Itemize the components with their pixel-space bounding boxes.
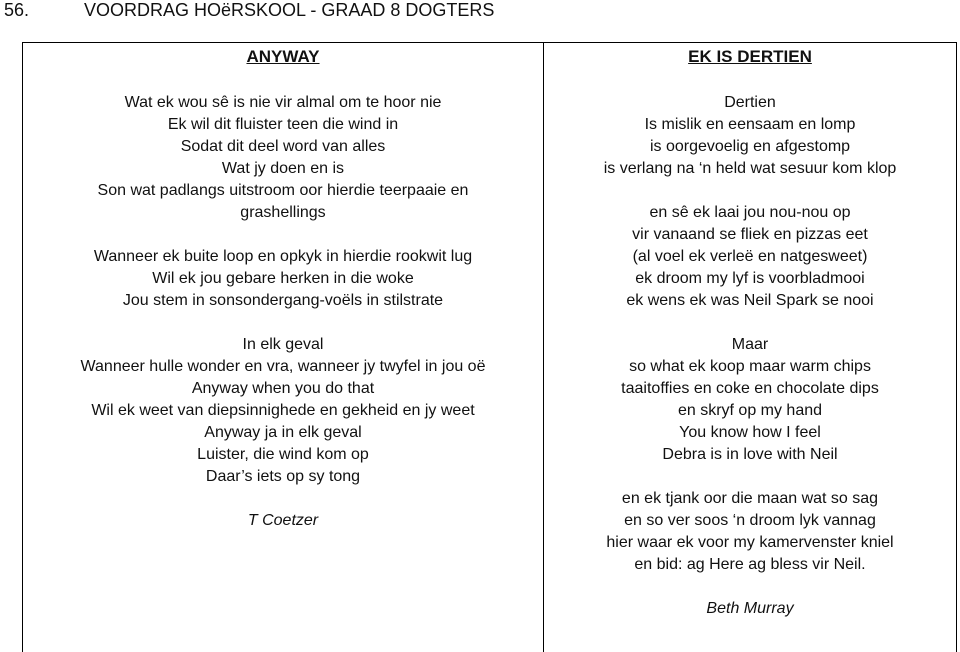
left-poem-line: Luister, die wind kom op	[197, 446, 369, 463]
right-poem-line: Maar	[731, 336, 769, 353]
right-poem-line: taaitoffies en coke en chocolate dips	[621, 380, 879, 397]
left-poem-line: Anyway ja in elk geval	[204, 424, 362, 441]
left-poem-line: In elk geval	[242, 336, 324, 353]
left-poem-line: Wanneer hulle wonder en vra, wanneer jy twyfel in jou oë	[80, 358, 486, 375]
left-poem-line: Ek wil dit fluister teen die wind in	[167, 116, 399, 133]
right-poem-line: is oorgevoelig en afgestomp	[649, 138, 851, 155]
right-poem-line: ek droom my lyf is voorbladmooi	[635, 270, 865, 287]
right-poem-line: Is mislik en eensaam en lomp	[644, 116, 856, 133]
left-poem-line: Wat ek wou sê is nie vir almal om te hoor nie	[124, 94, 442, 111]
right-poem-line: en skryf op my hand	[677, 402, 823, 419]
right-poem-line: en so ver soos ‘n droom lyk vannag	[624, 512, 876, 529]
right-poem-author: Beth Murray	[706, 600, 794, 617]
right-poem-line: Debra is in love with Neil	[662, 446, 838, 463]
left-stanza	[23, 334, 543, 488]
right-stanza	[544, 488, 956, 576]
left-poem-column	[23, 43, 543, 532]
left-stanza	[23, 92, 543, 224]
right-poem-line: en bid: ag Here ag bless vir Neil.	[634, 556, 866, 573]
left-stanza	[23, 246, 543, 312]
left-poem-line: Daar’s iets op sy tong	[205, 468, 361, 485]
item-number: 56.	[4, 0, 30, 20]
left-poem-line: Sodat dit deel word van alles	[180, 138, 386, 155]
right-poem-line: so what ek koop maar warm chips	[629, 358, 871, 375]
page-header	[0, 0, 960, 24]
right-poem-line: hier waar ek voor my kamervenster kniel	[606, 534, 894, 551]
right-poem-line: Dertien	[724, 94, 776, 111]
left-poem-line: Son wat padlangs uitstroom oor hierdie teerpaaie en	[97, 182, 469, 199]
right-poem-line: en sê ek laai jou nou-nou op	[649, 204, 851, 221]
left-poem-line: Jou stem in sonsondergang-voëls in stilstrate	[122, 292, 444, 309]
left-poem-line: grashellings	[240, 204, 326, 221]
right-poem-line: en ek tjank oor die maan wat so sag	[621, 490, 879, 507]
right-poem-line: ek wens ek was Neil Spark se nooi	[626, 292, 874, 309]
left-poem-line: Wat jy doen en is	[221, 160, 345, 177]
right-poem-line: (al voel ek verleë en natgesweet)	[632, 248, 868, 265]
left-poem-line: Wil ek jou gebare herken in die woke	[152, 270, 414, 287]
right-poem-title: EK IS DERTIEN	[688, 47, 812, 66]
right-stanza	[544, 334, 956, 466]
left-poem-line: Anyway when you do that	[191, 380, 375, 397]
right-poem-column	[544, 43, 956, 620]
poem-table	[22, 42, 957, 652]
page-title: VOORDRAG HOëRSKOOL - GRAAD 8 DOGTERS	[84, 0, 495, 20]
left-poem-line: Wanneer ek buite loop en opkyk in hierdie rookwit lug	[93, 248, 473, 265]
left-poem-author: T Coetzer	[247, 512, 319, 529]
right-stanza	[544, 92, 956, 180]
right-poem-line: You know how I feel	[679, 424, 821, 441]
left-poem-line: Wil ek weet van diepsinnighede en gekheid en jy weet	[91, 402, 475, 419]
right-poem-line: is verlang na ‘n held wat sesuur kom klop	[603, 160, 897, 177]
right-poem-line: vir vanaand se fliek en pizzas eet	[632, 226, 868, 243]
right-stanza	[544, 202, 956, 312]
left-poem-title: ANYWAY	[246, 47, 320, 66]
